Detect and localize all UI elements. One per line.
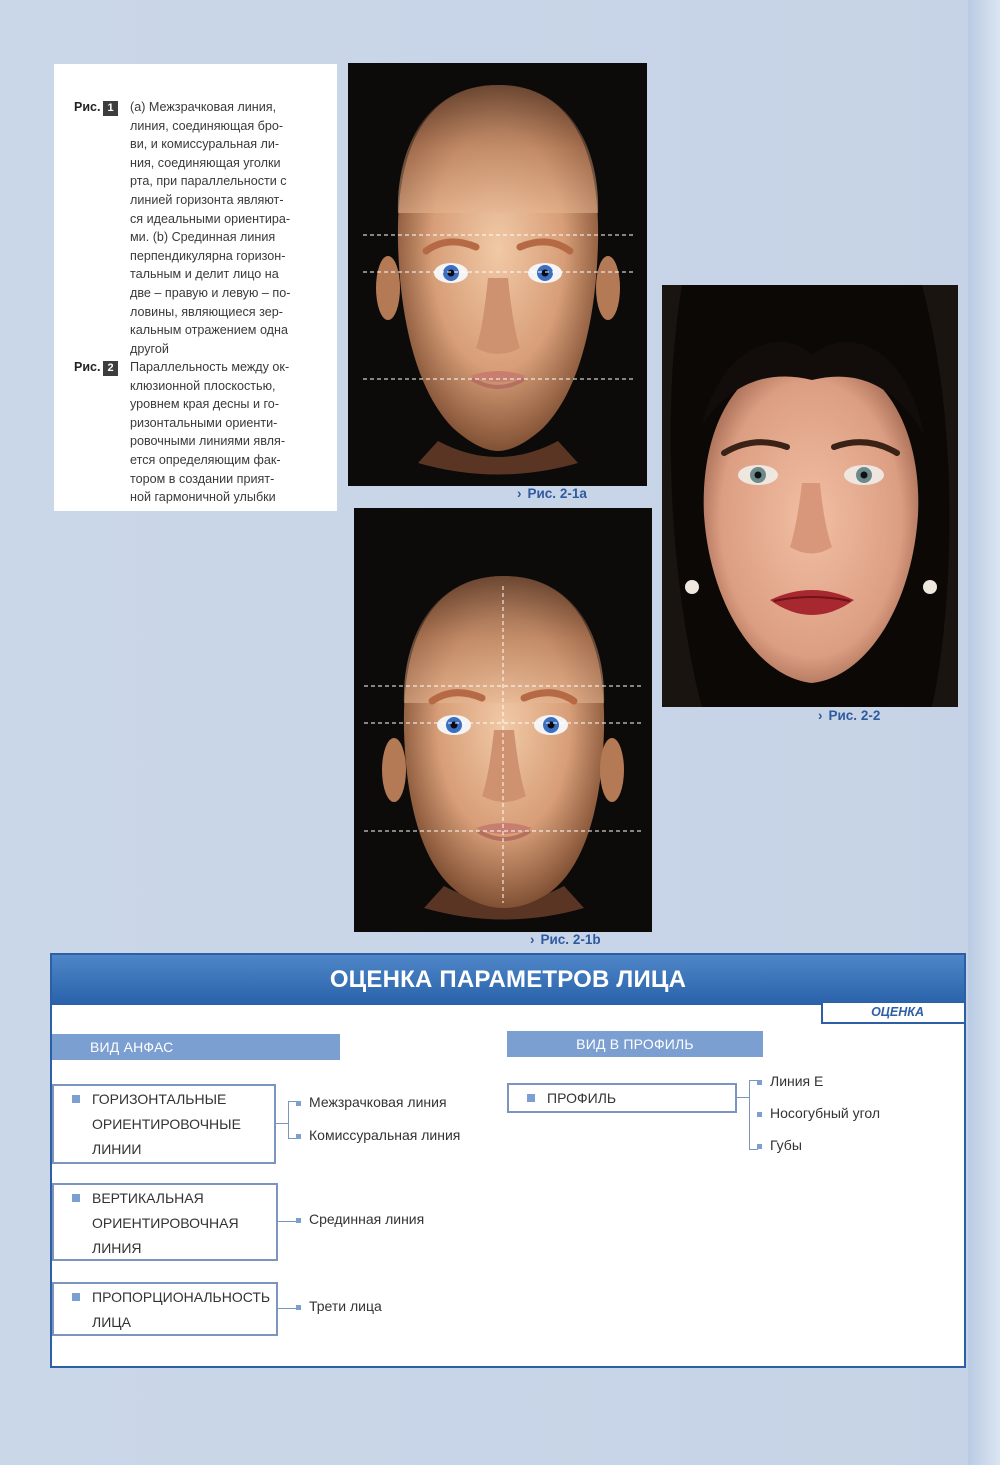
caption-line: уровнем края десны и го- xyxy=(130,397,280,412)
bullet-square xyxy=(527,1094,535,1102)
bullet-square xyxy=(72,1194,80,1202)
head-render-horizontal xyxy=(348,63,647,486)
leaf-nasolabial-angle: Носогубный угол xyxy=(757,1105,880,1121)
box-line: ЛИНИИ xyxy=(92,1141,142,1157)
caption-line: ется определяющим фак- xyxy=(130,452,281,467)
head-render-midline xyxy=(354,508,652,932)
vertical-line-box xyxy=(52,1183,278,1261)
caption-line: Параллельность между ок- xyxy=(130,360,290,374)
caption-fig1 xyxy=(76,98,324,358)
connector xyxy=(276,1308,296,1309)
caption-fig2-number: 2 xyxy=(103,361,117,376)
box-line: ГОРИЗОНТАЛЬНЫЕ xyxy=(92,1091,227,1107)
caption-line: линия, соединяющая бро- xyxy=(130,118,284,133)
leaf-facial-thirds: Трети лица xyxy=(296,1298,382,1314)
bullet xyxy=(296,1218,301,1223)
profile-view-heading: ВИД В ПРОФИЛЬ xyxy=(507,1031,763,1057)
bullet xyxy=(296,1305,301,1310)
connector xyxy=(735,1097,749,1098)
caption-line: (a) Межзрачковая линия, xyxy=(130,100,277,114)
caption-fig1-text xyxy=(130,98,324,358)
figure-2-1b-label: › Рис. 2-1b xyxy=(530,932,601,947)
caption-fig2 xyxy=(76,358,324,507)
caption-line: другой xyxy=(130,341,169,356)
caption-line: тором в создании прият- xyxy=(130,471,275,486)
caption-fig1-label: Рис. xyxy=(74,100,101,114)
profile-box xyxy=(507,1083,737,1113)
figure-2-2-label: › Рис. 2-2 xyxy=(818,708,881,723)
caption-line: ризонтальными ориенти- xyxy=(130,415,278,430)
leaf-interpupillary-line: Межзрачковая линия xyxy=(296,1094,447,1110)
caption-line: ния, соединяющая уголки xyxy=(130,155,281,170)
bullet xyxy=(296,1101,301,1106)
connector xyxy=(274,1123,288,1124)
facial-assessment-panel xyxy=(50,953,966,1368)
bullet xyxy=(296,1134,301,1139)
figure-2-1b-image xyxy=(354,508,652,932)
caption-line: ровочными линиями явля- xyxy=(130,434,286,449)
frontal-view-heading: ВИД АНФАС xyxy=(52,1034,340,1060)
assessment-tab: ОЦЕНКА xyxy=(821,1002,966,1024)
box-line: ОРИЕНТИРОВОЧНЫЕ xyxy=(92,1116,241,1132)
panel-title: ОЦЕНКА ПАРАМЕТРОВ ЛИЦА xyxy=(52,955,964,1005)
caption-line: перпендикулярна горизон- xyxy=(130,248,286,263)
caption-line: тальным и делит лицо на xyxy=(130,267,279,282)
box-line: ПРОПОРЦИОНАЛЬНОСТЬ xyxy=(92,1289,271,1305)
caption-line: две – правую и левую – по- xyxy=(130,285,291,300)
box-line: ЛИНИЯ xyxy=(92,1240,142,1256)
leaf-midline: Срединная линия xyxy=(296,1211,424,1227)
caption-line: ловины, являющиеся зер- xyxy=(130,304,283,319)
box-line: ОРИЕНТИРОВОЧНАЯ xyxy=(92,1215,239,1231)
box-line: ВЕРТИКАЛЬНАЯ xyxy=(92,1190,204,1206)
bullet-square xyxy=(72,1293,80,1301)
caption-line: рта, при параллельности с xyxy=(130,174,287,189)
bullet xyxy=(757,1112,762,1117)
page-edge xyxy=(968,0,1000,1465)
caption-line: ми. (b) Срединная линия xyxy=(130,230,276,245)
caption-line: кальным отражением одна xyxy=(130,323,288,338)
caption-line: ной гармоничной улыбки xyxy=(130,490,276,505)
leaf-e-line: Линия Е xyxy=(757,1073,823,1089)
figure-2-1a-label: › Рис. 2-1a xyxy=(517,486,587,501)
caption-line: ся идеальными ориентира- xyxy=(130,211,291,226)
caption-fig1-number: 1 xyxy=(103,101,117,116)
proportionality-box xyxy=(52,1282,278,1336)
caption-line: ви, и комиссуральная ли- xyxy=(130,137,280,152)
figure-2-1a-image xyxy=(348,63,647,486)
connector xyxy=(276,1221,296,1222)
caption-box xyxy=(54,64,337,511)
leaf-lips: Губы xyxy=(757,1137,802,1153)
bullet xyxy=(757,1080,762,1085)
box-line: ЛИЦА xyxy=(92,1314,131,1330)
caption-fig2-text xyxy=(130,358,324,507)
leaf-commissural-line: Комиссуральная линия xyxy=(296,1127,460,1143)
horizontal-lines-box xyxy=(52,1084,276,1164)
caption-line: линией горизонта являют- xyxy=(130,192,284,207)
figure-2-2-image xyxy=(662,285,958,707)
caption-fig2-label: Рис. xyxy=(74,360,101,374)
portrait-photo xyxy=(662,285,958,707)
box-line: ПРОФИЛЬ xyxy=(547,1090,617,1106)
bullet xyxy=(757,1144,762,1149)
bullet-square xyxy=(72,1095,80,1103)
caption-line: клюзионной плоскостью, xyxy=(130,378,276,393)
